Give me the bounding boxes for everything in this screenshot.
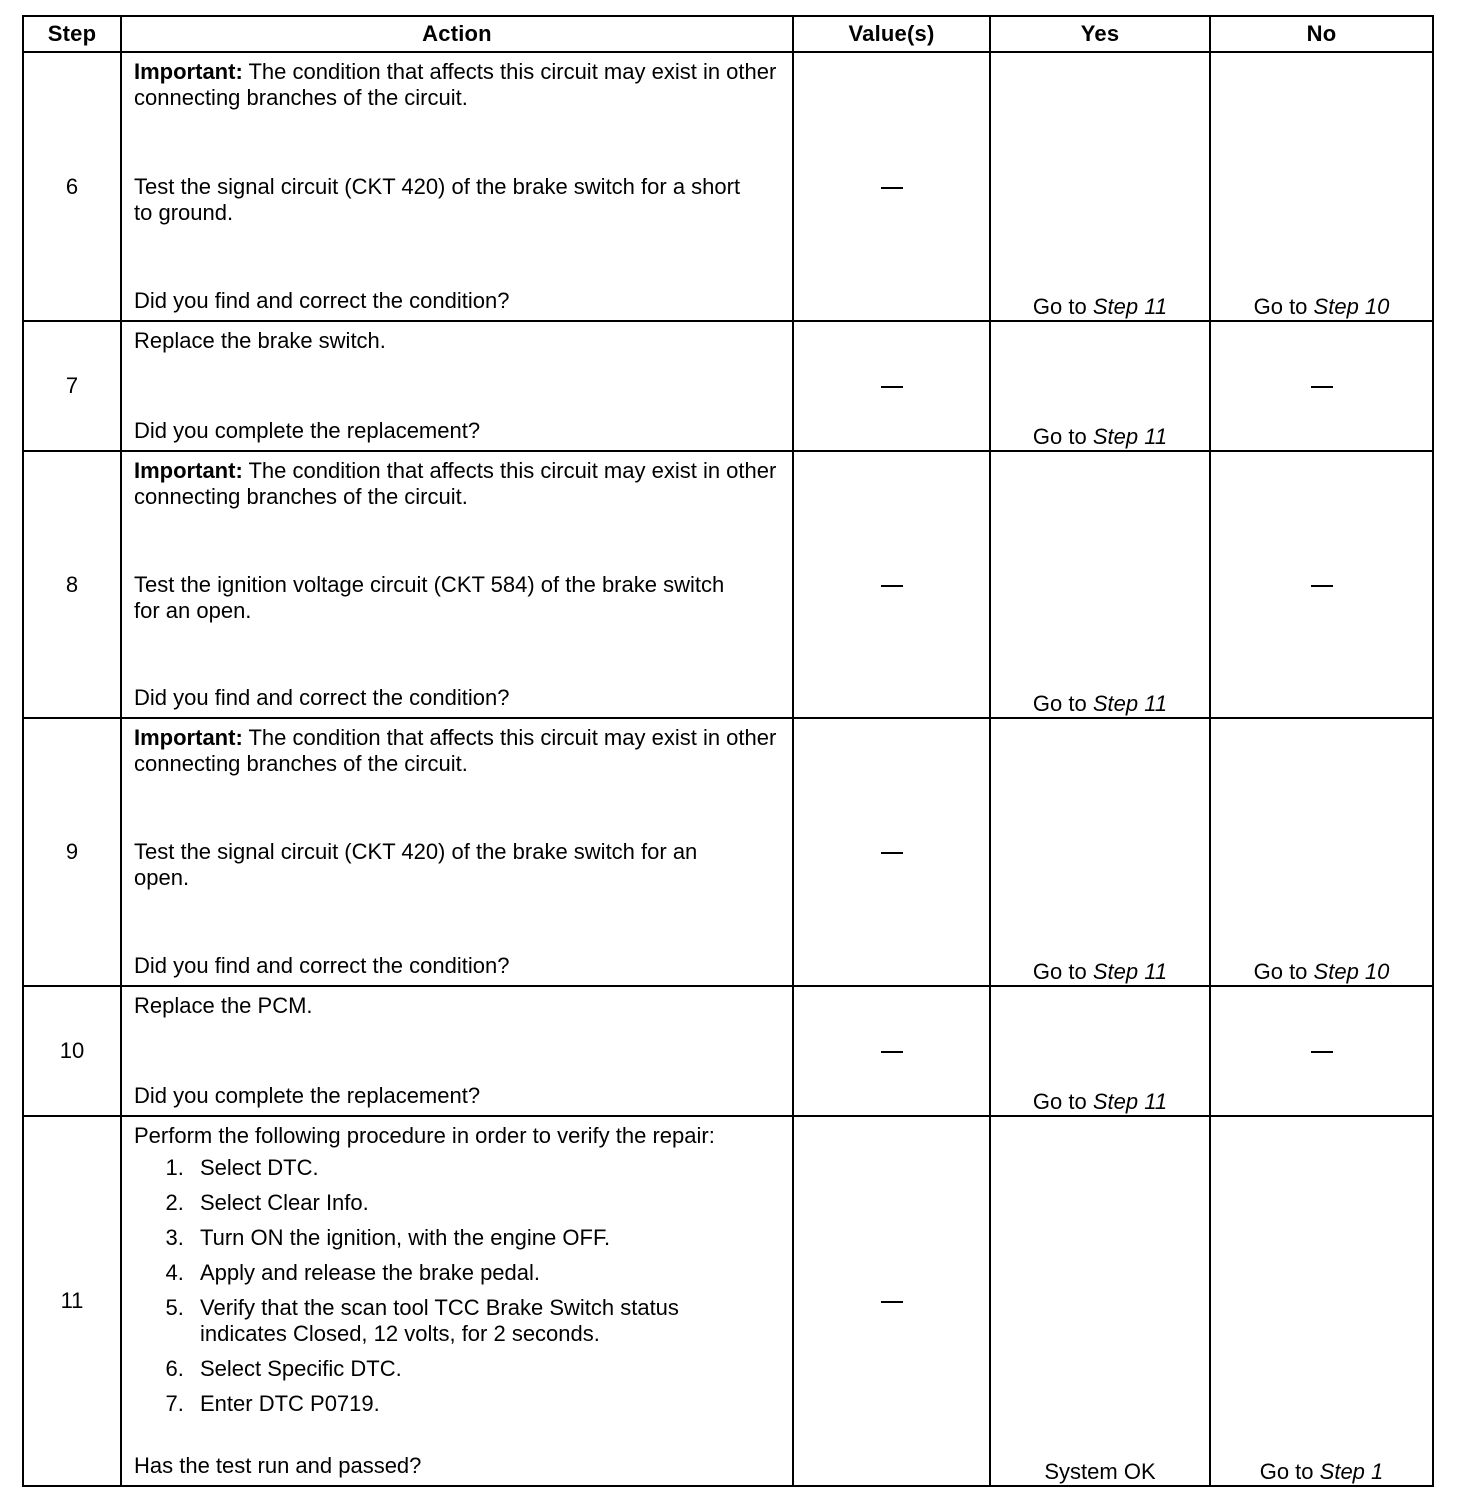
important-note: [134, 458, 780, 510]
action-cell: [121, 986, 793, 1116]
action-cell: [121, 718, 793, 986]
goto-link[interactable]: Go to Step 11: [1032, 424, 1168, 449]
list-item: 5. Verify that the scan tool TCC Brake Switch status indicates Closed, 12 volts, for 2 seconds.: [190, 1295, 780, 1347]
goto-link[interactable]: Go to Step 11: [1032, 1089, 1168, 1114]
test-instruction: Test the signal circuit (CKT 420) of the brake switch for an open.: [134, 839, 698, 890]
list-item: 3. Turn ON the ignition, with the engine OFF.: [190, 1225, 780, 1251]
test-instruction: Test the signal circuit (CKT 420) of the brake switch for a short to ground.: [134, 173, 741, 225]
no-dash: [1311, 1051, 1333, 1053]
header-action: Action: [121, 16, 793, 52]
important-label: Important:: [134, 458, 243, 483]
table-row: [23, 52, 1433, 321]
no-cell: [1210, 321, 1433, 451]
no-cell: [1210, 1116, 1433, 1486]
important-label: Important:: [134, 725, 243, 750]
important-text: The condition that affects this circuit may exist in other connecting branches of the circuit.: [134, 725, 777, 776]
value-cell: [793, 718, 990, 986]
procedure-list: [134, 1155, 780, 1417]
step-number: 6: [23, 52, 121, 321]
goto-link[interactable]: Go to Step 10: [1253, 294, 1390, 319]
question-text: Did you complete the replacement?: [134, 418, 481, 443]
goto-link[interactable]: Go to Step 10: [1253, 959, 1390, 984]
step-number: 9: [23, 718, 121, 986]
value-dash: [881, 1301, 903, 1303]
yes-cell: [990, 321, 1210, 451]
value-cell: [793, 451, 990, 718]
goto-link[interactable]: Go to Step 11: [1032, 691, 1168, 716]
list-item: 7. Enter DTC P0719.: [190, 1391, 780, 1417]
question-text: Did you find and correct the condition?: [134, 953, 510, 978]
question-text: Did you find and correct the condition?: [134, 685, 510, 710]
procedure-intro: Perform the following procedure in order to verify the repair:: [134, 1123, 715, 1148]
value-dash: [881, 1051, 903, 1053]
value-cell: [793, 52, 990, 321]
goto-link[interactable]: Go to Step 11: [1032, 294, 1168, 319]
table-row: [23, 718, 1433, 986]
action-cell: [121, 321, 793, 451]
question-text: Did you find and correct the condition?: [134, 288, 510, 313]
yes-cell: [990, 986, 1210, 1116]
test-instruction: Replace the brake switch.: [134, 328, 386, 353]
table-row: [23, 451, 1433, 718]
action-cell: [121, 1116, 793, 1486]
header-step: Step: [23, 16, 121, 52]
value-dash: [881, 852, 903, 854]
no-cell: [1210, 451, 1433, 718]
test-instruction: Replace the PCM.: [134, 993, 313, 1018]
important-text: The condition that affects this circuit may exist in other connecting branches of the circuit.: [134, 59, 777, 110]
header-row: [23, 16, 1433, 52]
question-text: Has the test run and passed?: [134, 1453, 422, 1478]
no-dash: [1311, 585, 1333, 587]
yes-cell: [990, 1116, 1210, 1486]
important-note: [134, 725, 780, 777]
step-number: 7: [23, 321, 121, 451]
table-row: [23, 986, 1433, 1116]
step-number: 10: [23, 986, 121, 1116]
important-label: Important:: [134, 59, 243, 84]
action-cell: [121, 52, 793, 321]
value-dash: [881, 386, 903, 388]
value-cell: [793, 1116, 990, 1486]
question-text: Did you complete the replacement?: [134, 1083, 481, 1108]
list-item: 6. Select Specific DTC.: [190, 1356, 780, 1382]
value-cell: [793, 986, 990, 1116]
step-number: 8: [23, 451, 121, 718]
test-instruction: Test the ignition voltage circuit (CKT 584) of the brake switch for an open.: [134, 571, 725, 623]
no-cell: [1210, 986, 1433, 1116]
goto-link[interactable]: Go to Step 1: [1259, 1459, 1384, 1484]
header-no: No: [1210, 16, 1433, 52]
important-text: The condition that affects this circuit may exist in other connecting branches of the circuit.: [134, 458, 777, 509]
action-cell: [121, 451, 793, 718]
yes-cell: [990, 718, 1210, 986]
no-dash: [1311, 386, 1333, 388]
value-dash: [881, 187, 903, 189]
list-item: 4. Apply and release the brake pedal.: [190, 1260, 780, 1286]
yes-cell: [990, 451, 1210, 718]
value-dash: [881, 585, 903, 587]
goto-link[interactable]: Go to Step 11: [1032, 959, 1168, 984]
step-number: 11: [23, 1116, 121, 1486]
table-row: [23, 321, 1433, 451]
yes-cell: [990, 52, 1210, 321]
list-item: 2. Select Clear Info.: [190, 1190, 780, 1216]
table-row: [23, 1116, 1433, 1486]
header-values: Value(s): [793, 16, 990, 52]
no-cell: [1210, 52, 1433, 321]
list-item: 1. Select DTC.: [190, 1155, 780, 1181]
diagnostic-table: [22, 15, 1434, 1487]
no-cell: [1210, 718, 1433, 986]
system-ok-text: System OK: [1044, 1459, 1156, 1484]
header-yes: Yes: [990, 16, 1210, 52]
important-note: [134, 59, 780, 111]
value-cell: [793, 321, 990, 451]
